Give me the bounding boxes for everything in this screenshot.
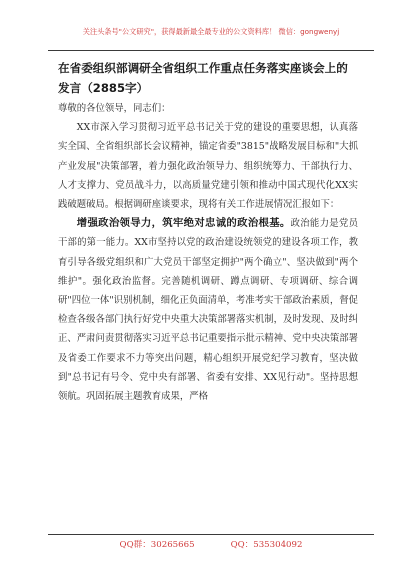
- header-divider: [48, 50, 374, 51]
- footer-divider: [48, 534, 374, 535]
- top-banner: [48, 10, 374, 54]
- salutation: 尊敬的各位领导，同志们：: [58, 103, 171, 114]
- banner-text: 关注头条号"公文研究"，获得最新最全最专业的公文资料库！ 微信：gongwenyj: [82, 27, 340, 36]
- paragraph-intro: XX市深入学习贯彻习近平总书记关于党的建设的重要思想，认真落实全国、全省组织部长会议精神，锚定省委"3815"战略发展目标和"大抓产业发展"决策部署，着力强化政治领导力、组织统筹力、干部执行力、人才支撑力、党员战斗力，以高质量党建引领和推动中国式现代化XX实践破题破局。根据调研座谈要求，现将有关工作进展情况汇报如下：: [58, 122, 358, 211]
- document-body: [58, 58, 358, 406]
- section-1-body: 政治能力是党员干部的第一能力。XX市坚持以党的政治建设统领党的建设各项工作，教育引导各级党组织和广大党员干部坚定拥护"两个确立"、坚决做到"两个维护"。强化政治监督。完善随机调研、蹲点调研、专项调研、综合调研"四位一体"识别机制，细化正负面清单，考准考实干部政治素质，督促检查各级各部门执行好党中央重大决策部署落实机制，及时发现、及时纠正、严肃问责贯彻落实习近平总书记重要指示批示精神、党中央决策部署及省委工作要求不力等突出问题，精心组织开展党纪学习教育，坚决做到"总书记有号令、党中央有部署、省委有安排、XX见行动"。坚持思想领航。巩固拓展主题教育成果，严格: [58, 218, 359, 403]
- document-title: 在省委组织部调研全省组织工作重点任务落实座谈会上的发言（2885字）: [58, 61, 348, 95]
- footer-qq-group: QQ群：30265665: [119, 540, 195, 550]
- paragraph-section-1: [58, 214, 358, 406]
- footer: [48, 538, 374, 554]
- section-1-heading: 增强政治领导力，筑牢绝对忠诚的政治根基。: [76, 217, 291, 230]
- footer-qq: QQ：535304092: [230, 540, 303, 550]
